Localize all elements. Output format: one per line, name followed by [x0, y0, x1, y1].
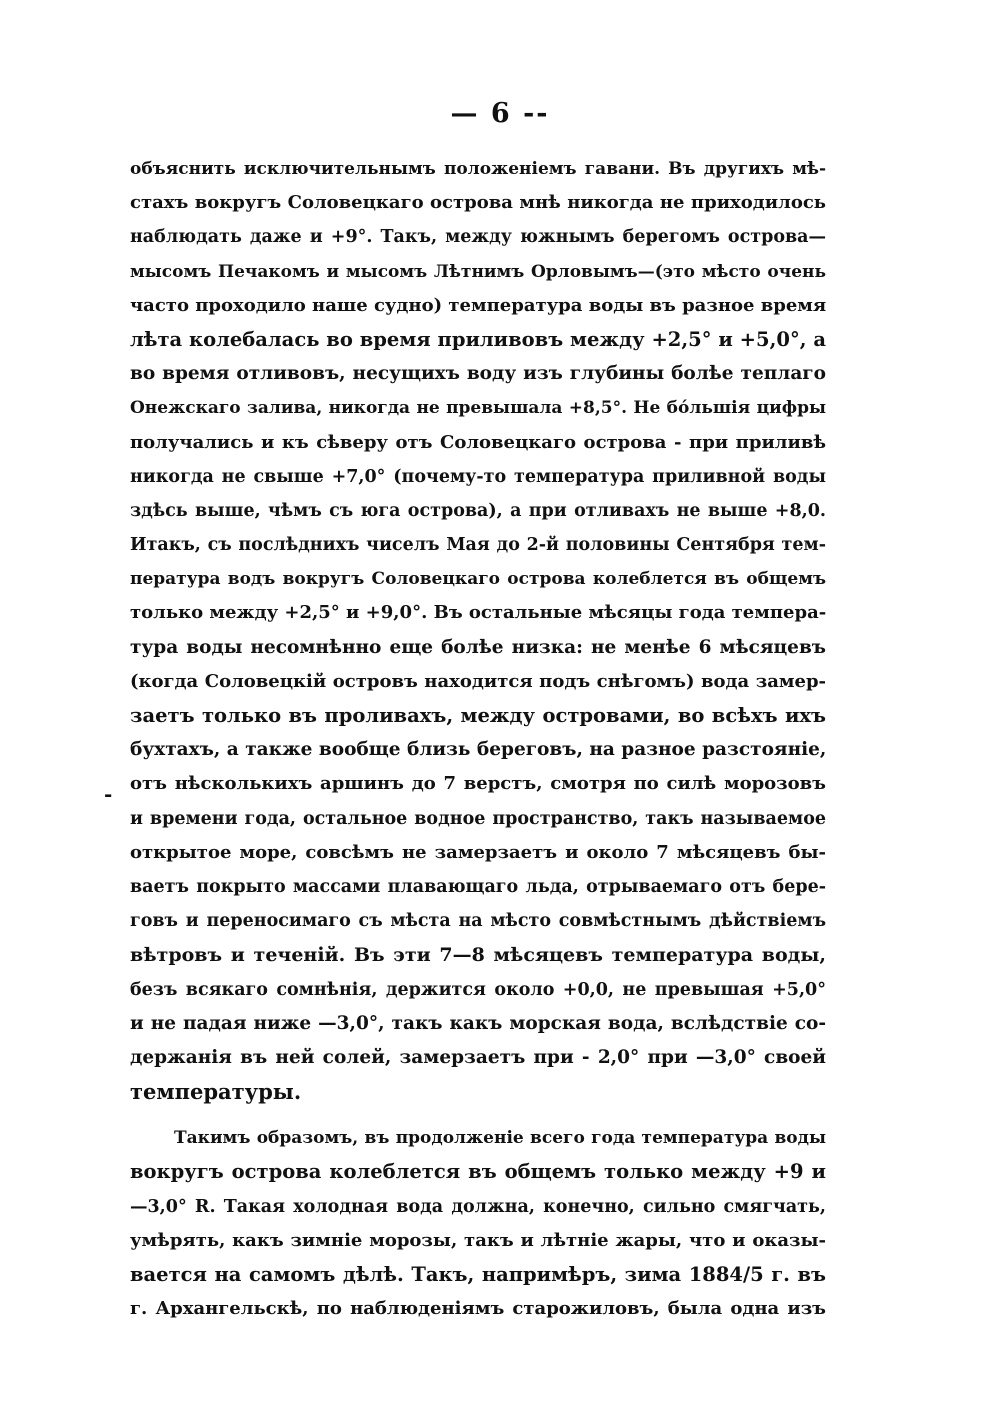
text-line: стахъ вокругъ Соловецкаго острова мнѣ никогда не приходилось — [130, 192, 826, 214]
text-line: —3,0° R. Такая холодная вода должна, конечно, сильно смягчать, — [130, 1196, 826, 1217]
paragraph-2 — [130, 1121, 826, 1326]
text-line: открытое море, совсѣмъ не замерзаетъ и около 7 мѣсяцевъ бы- — [130, 841, 826, 863]
text-line: умѣрять, какъ зимніе морозы, такъ и лѣтніе жары, что и оказы- — [130, 1229, 826, 1251]
text-line: держанія въ ней солей, замерзаетъ при - 2,0° при —3,0° своей — [130, 1046, 826, 1068]
text-line: г. Архангельскѣ, по наблюденіямъ старожиловъ, была одна изъ — [130, 1298, 826, 1320]
text-line: пература водъ вокругъ Соловецкаго острова колеблется въ общемъ — [130, 569, 826, 590]
text-line: говъ и переносимаго съ мѣста на мѣсто совмѣстнымъ дѣйствіемъ — [130, 911, 826, 932]
text-line: мысомъ Печакомъ и мысомъ Лѣтнимъ Орловымъ—(это мѣсто очень — [130, 261, 826, 282]
text-line: и не падая ниже —3,0°, такъ какъ морская вода, вслѣдствіе со- — [130, 1012, 826, 1034]
body-text — [130, 152, 826, 1326]
text-line: вѣтровъ и теченій. Въ эти 7—8 мѣсяцевъ температура воды, — [130, 944, 826, 967]
text-line: лѣта колебалась во время приливовъ между +2,5° и +5,0°, а — [130, 327, 826, 351]
paragraph-1 — [130, 152, 826, 1109]
text-line: температуры. — [130, 1079, 302, 1105]
text-line: наблюдать даже и +9°. Такъ, между южнымъ берегомъ острова— — [130, 227, 826, 248]
text-line: часто проходило наше судно) температура воды въ разное время — [130, 294, 826, 316]
text-line: во время отливовъ, несущихъ воду изъ глубины болѣе теплаго — [130, 363, 826, 385]
text-line: здѣсь выше, чѣмъ съ юга острова), а при отливахъ не выше +8,0. — [130, 500, 826, 521]
text-line: никогда не свыше +7,0° (почему-то температура приливной воды — [130, 466, 826, 487]
text-line: ваетъ покрыто массами плавающаго льда, отрываемаго отъ бере- — [130, 876, 826, 897]
margin-mark: - — [104, 782, 113, 806]
text-line: Итакъ, съ послѣднихъ чиселъ Мая до 2-й половины Сентября тем- — [130, 535, 826, 556]
text-line: вокругъ острова колеблется въ общемъ только между +9 и — [130, 1160, 826, 1184]
text-line: только между +2,5° и +9,0°. Въ остальные мѣсяцы года темпера- — [130, 602, 826, 624]
text-line: (когда Соловецкій островъ находится подъ снѣгомъ) вода замер- — [130, 670, 826, 692]
text-line: Онежскаго залива, никогда не превышала +8,5°. Не бо́льшія цифры — [130, 398, 826, 419]
text-line: отъ нѣсколькихъ аршинъ до 7 верстъ, смотря по силѣ морозовъ — [130, 773, 826, 795]
text-line: заетъ только въ проливахъ, между островами, во всѣхъ ихъ — [130, 704, 826, 727]
text-line: вается на самомъ дѣлѣ. Такъ, напримѣръ, зима 1884/5 г. въ — [130, 1263, 826, 1286]
page-number: — 6 -- — [450, 98, 550, 129]
text-line: бухтахъ, а также вообще близь береговъ, на разное разстояніе, — [130, 739, 826, 761]
paragraph-spacer — [130, 1109, 826, 1121]
text-line: объяснить исключительнымъ положеніемъ гавани. Въ другихъ мѣ- — [130, 159, 826, 179]
text-line: и времени года, остальное водное пространство, такъ называемое — [130, 808, 826, 829]
text-line: безъ всякаго сомнѣнія, держится около +0,0, не превышая +5,0° — [130, 979, 826, 1000]
text-line: Такимъ образомъ, въ продолженіе всего года температура воды — [174, 1128, 826, 1149]
text-line: получались и къ сѣверу отъ Соловецкаго острова - при приливѣ — [130, 431, 826, 453]
text-line: тура воды несомнѣнно еще болѣе низка: не менѣе 6 мѣсяцевъ — [130, 636, 826, 658]
